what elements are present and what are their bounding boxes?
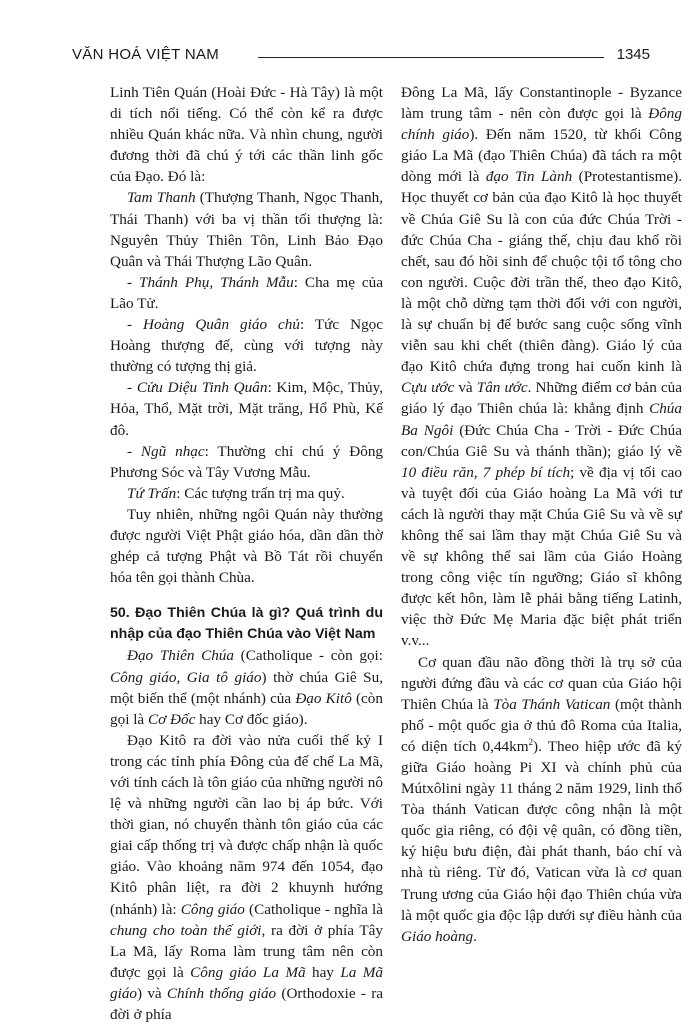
paragraph: Cơ quan đầu não đồng thời là trụ sở của người đứng đầu và các cơ quan của Giáo hội Thiên Chúa là Tòa Thánh Vatican (một thành phố - một quốc gia ở thủ đô Roma của Italia, có diện tích $0,44km^2$). Theo hiệp ước đã ký giữa Giáo hoàng Pi XI và chính phủ của Mútxôlini ngày 11 tháng 2 năm 1929, linh thổ Tòa thánh Vatican được công nhận là một quốc gia riêng, có đội vệ quân, có đồng tiền, ký hiệu bưu điện, đài phát thanh, báo chí và nhà tù riêng. Từ đó, Vatican vừa là cơ quan Trung ương của Giáo hội đạo Thiên chúa vừa là một quốc gia độc lập dưới sự điều hành của Giáo hoàng.	[401, 653, 682, 945]
left-column	[110, 82, 383, 1025]
running-header	[72, 46, 650, 68]
paragraph: Tam Thanh (Thượng Thanh, Ngọc Thanh, Thái Thanh) với ba vị thần tối thượng là: Nguyên Thủy Thiên Tôn, Linh Bảo Đạo Quân và Thái Thượng Lão Quân.	[110, 189, 384, 270]
paragraph: Linh Tiên Quán (Hoài Đức - Hà Tây) là một di tích nổi tiếng. Có thể còn kể ra được nhiều Quán khác nữa. Và nhìn chung, người đương thời đã chú ý tới các thần linh gốc của Đạo. Đó là:	[110, 84, 383, 186]
list-item: Tứ Trấn: Các tượng trấn trị ma quỷ.	[127, 484, 345, 502]
list-item: - Hoàng Quân giáo chủ: Tức Ngọc Hoàng thượng đế, cùng với tượng này thường có tượng thị giả.	[110, 316, 383, 376]
paragraph: Tuy nhiên, những ngôi Quán này thường được người Việt Phật giáo hóa, dần dần thờ ghép cả tượng Phật và Bồ Tát rồi chuyển hóa tên gọi thành Chùa.	[110, 505, 383, 587]
page-number: 1345	[616, 46, 650, 63]
paragraph: Đạo Thiên Chúa (Catholique - còn gọi: Công giáo, Gia tô giáo) thờ chúa Giê Su, một biến thể (một nhánh) của Đạo Kitô (còn gọi là Cơ Đốc hay Cơ đốc giáo).	[110, 647, 383, 728]
book-title: VĂN HOÁ VIỆT NAM	[72, 46, 220, 63]
right-column	[401, 82, 682, 947]
header-rule	[258, 57, 604, 58]
list-item: - Thánh Phụ, Thánh Mẫu: Cha mẹ của Lão Tử.	[110, 273, 383, 312]
list-item: - Cửu Diệu Tinh Quân: Kim, Mộc, Thủy, Hỏa, Thổ, Mặt trời, Mặt trăng, Hổ Phù, Kế đô.	[110, 379, 383, 439]
paragraph: Đạo Kitô ra đời vào nửa cuối thế kỷ I trong các tỉnh phía Đông của đế chế La Mã, với tính cách là tôn giáo của những người nô lệ và những người cần lao bị áp bức. Với thời gian, nó chuyển thành tôn giáo của các giai cấp thống trị và được chấp nhận là quốc giáo. Vào khoảng năm 974 đến 1054, đạo Kitô phân liệt, ra đời 2 khuynh hướng (nhánh) là: Công giáo (Catholique - nghĩa là chung cho toàn thế giới, ra đời ở phía Tây La Mã, lấy Roma làm trung tâm nên còn được gọi là Công giáo La Mã hay La Mã giáo) và Chính thống giáo (Orthodoxie - ra đời ở phía	[110, 731, 384, 1024]
paragraph: Đông La Mã, lấy Constantinople - Byzance làm trung tâm - nên còn được gọi là Đông chính giáo). Đến năm 1520, từ khối Công giáo La Mã (đạo Thiên Chúa) đã tách ra một dòng mới là đạo Tin Lành (Protestantisme). Học thuyết cơ bản của đạo Kitô là học thuyết về Chúa Giê Su là con của đức Chúa Trời - đức Chúa Cha - giáng thế, chịu đau khổ rồi chết, sau đó hồi sinh để chuộc tội tổ tông cho con người. Cuộc đời trần thế, theo đạo Kitô, là một chỗ dừng tạm thời đối với con người, là sự chuẩn bị để bước sang cuộc sống vĩnh viễn sau khi chết (thiên đàng). Giáo lý của đạo Kitô chứa đựng trong hai cuốn kinh là Cựu ước và Tân ước. Những điểm cơ bản của giáo lý đạo Thiên chúa là: khẳng định Chúa Ba Ngôi (Đức Chúa Cha - Trời - Đức Chúa con/Chúa Giê Su và thánh thần); giáo lý về 10 điều răn, 7 phép bí tích; về địa vị tối cao và tuyệt đối của Giáo hoàng La Mã với tư cách là người thay mặt Chúa Giê Su và về sự không thể sai lầm thay mặt Chúa Giê Su và về sự không thể sai lầm của Giáo Hoàng trong công việc tín ngưỡng; Giáo sĩ không được kết hôn, làm lễ phải bằng tiếng Latinh, việc thờ Đức Mẹ Maria đặc biệt phát triển v.v...	[401, 84, 683, 650]
list-item: - Ngũ nhạc: Thường chỉ chú ý Đông Phương Sóc và Tây Vương Mẫu.	[110, 442, 384, 481]
section-heading: 50. Đạo Thiên Chúa là gì? Quá trình du nhập của đạo Thiên Chúa vào Việt Nam	[110, 605, 383, 643]
